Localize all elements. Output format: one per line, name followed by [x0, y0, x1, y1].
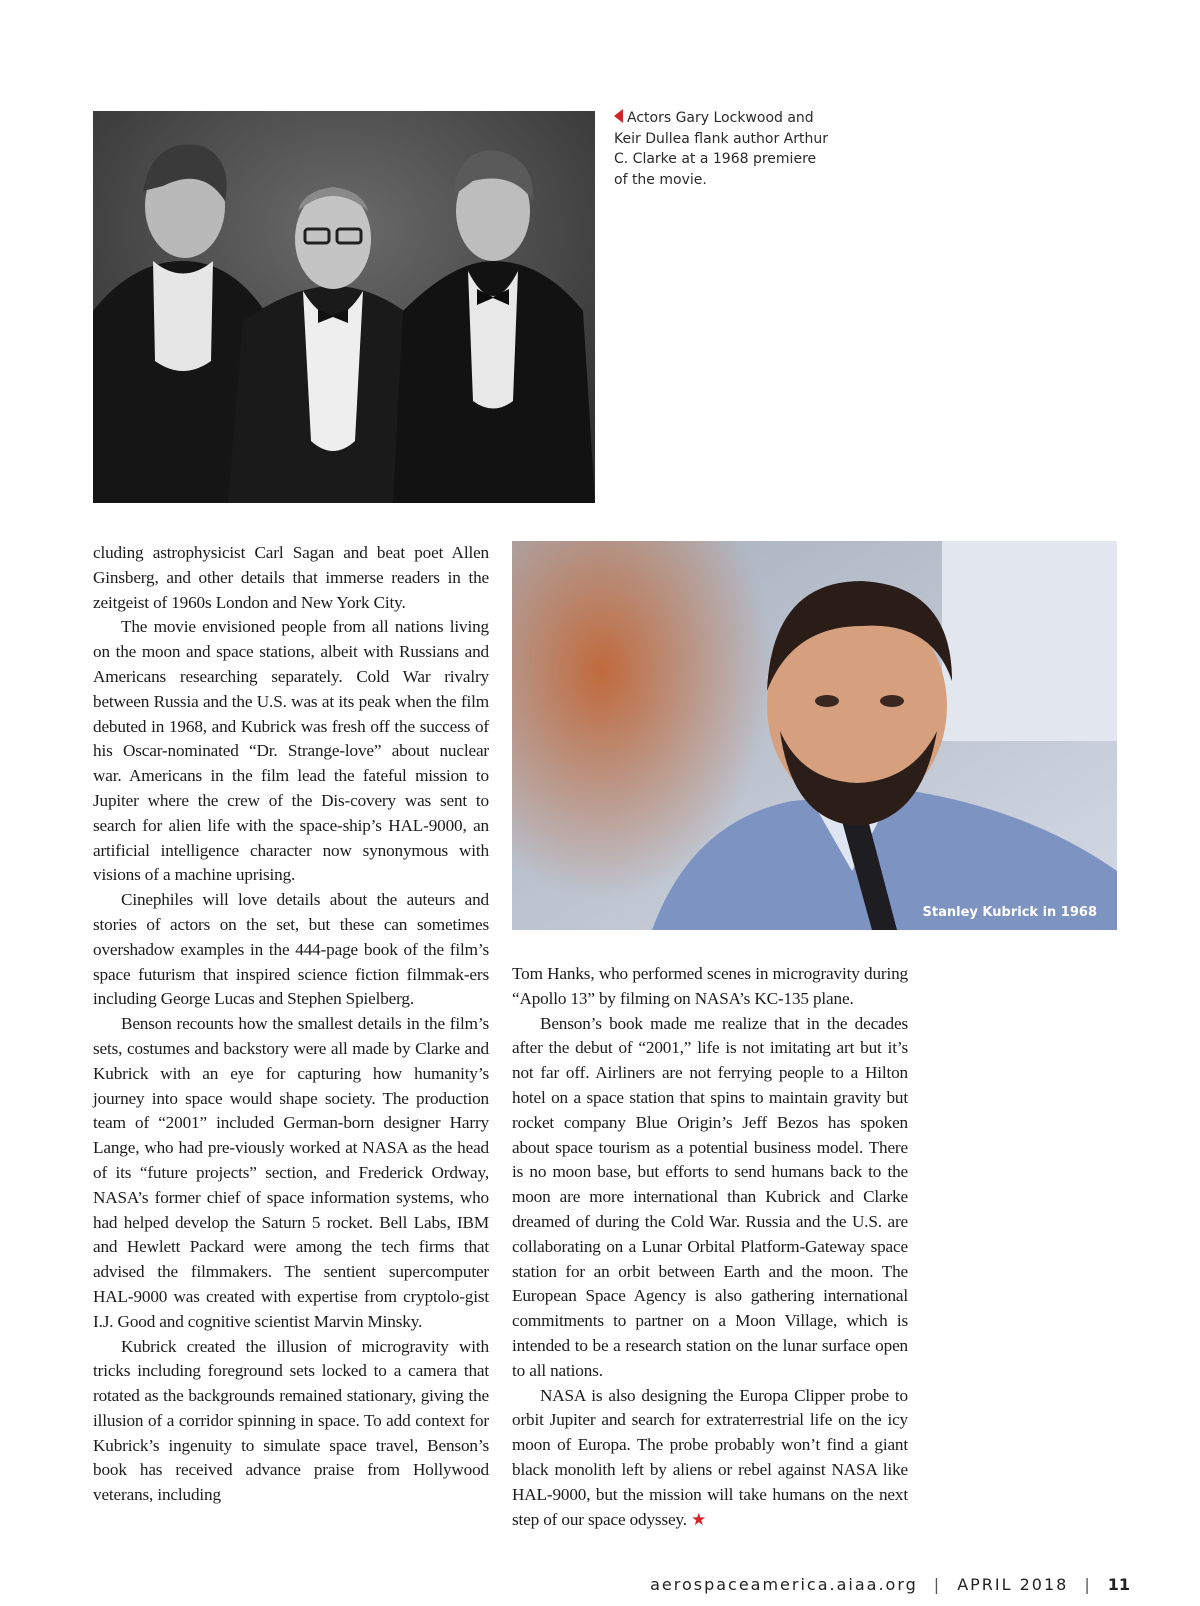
caption-arrow-icon [614, 109, 623, 123]
photo-caption-kubrick: Stanley Kubrick in 1968 [922, 905, 1097, 920]
photo-premiere [93, 111, 595, 503]
paragraph: Cinephiles will love details about the auteurs and stories of actors on the set, but these can sometimes overshadow examples in the 444-page book of the film’s space futurism that inspired science fiction filmmak-ers including George Lucas and Stephen Spielberg. [93, 890, 489, 1009]
article-column-left [93, 541, 489, 1508]
paragraph-final [512, 1384, 908, 1533]
paragraph: cluding astrophysicist Carl Sagan and beat poet Allen Ginsberg, and other details that immerse readers in the zeitgeist of 1960s London and New York City. [93, 543, 489, 612]
end-star-icon: ★ [691, 1509, 707, 1529]
photo-kubrick [512, 541, 1117, 930]
page-footer [650, 1575, 1130, 1594]
caption-text: Actors Gary Lockwood and Keir Dullea flank author Arthur C. Clarke at a 1968 premiere of the movie. [614, 110, 829, 188]
page-number: 11 [1107, 1575, 1130, 1594]
photo-premiere-image [93, 111, 595, 503]
photo-caption [614, 108, 834, 190]
paragraph-text: NASA is also designing the Europa Clipper probe to orbit Jupiter and search for extraterrestrial life on the icy moon of Europa. The probe probably won’t find a giant black monolith left by aliens or rebel against NASA like HAL-9000, but the mission will take humans on the next step of our space odyssey. [512, 1385, 908, 1529]
footer-issue-date: APRIL 2018 [957, 1575, 1069, 1594]
footer-separator: | [933, 1575, 942, 1594]
paragraph: Tom Hanks, who performed scenes in microgravity during “Apollo 13” by filming on NASA’s KC-135 plane. [512, 964, 908, 1008]
article-column-right [512, 962, 908, 1532]
paragraph: Benson’s book made me realize that in the decades after the debut of “2001,” life is not imitating art but it’s not far off. Airliners are not ferrying people to a Hilton hotel on a space station that spins to maintain gravity but rocket company Blue Origin’s Jeff Bezos has spoken about space tourism as a potential business model. There is no moon base, but efforts to send humans back to the moon are more international than Kubrick and Clarke dreamed of during the Cold War. Russia and the U.S. are collaborating on a Lunar Orbital Platform-Gateway space station for an orbit between Earth and the moon. The European Space Agency is also gathering international commitments to partner on a Moon Village, which is intended to be a research station on the lunar surface open to all nations. [512, 1013, 908, 1380]
paragraph: The movie envisioned people from all nations living on the moon and space stations, albeit with Russians and Americans researching separately. Cold War rivalry between Russia and the U.S. was at its peak when the film debuted in 1968, and Kubrick was fresh off the success of his Oscar-nominated “Dr. Strange-love” about nuclear war. Americans in the film lead the fateful mission to Jupiter where the crew of the Dis-covery was sent to search for alien life with the space-ship’s HAL-9000, an artificial intelligence character now synonymous with visions of a machine uprising. [93, 617, 489, 885]
photo-kubrick-image [512, 541, 1117, 930]
footer-site-url: aerospaceamerica.aiaa.org [650, 1575, 918, 1594]
paragraph: Benson recounts how the smallest details in the film’s sets, costumes and backstory were all made by Clarke and Kubrick with an eye for capturing how humanity’s journey into space would shape society. The production team of “2001” included German-born designer Harry Lange, who had pre-viously worked at NASA as the head of its “future projects” section, and Frederick Ordway, NASA’s former chief of space information systems, who had helped develop the Saturn 5 rocket. Bell Labs, IBM and Hewlett Packard were among the tech firms that advised the filmmakers. The sentient supercomputer HAL-9000 was created with expertise from cryptolo-gist I.J. Good and cognitive scientist Marvin Minsky. [93, 1014, 489, 1331]
paragraph: Kubrick created the illusion of microgravity with tricks including foreground sets locked to a camera that rotated as the backgrounds remained stationary, giving the illusion of a corridor spinning in space. To add context for Kubrick’s ingenuity to simulate space travel, Benson’s book has received advance praise from Hollywood veterans, including [93, 1336, 489, 1505]
footer-separator: | [1084, 1575, 1092, 1594]
